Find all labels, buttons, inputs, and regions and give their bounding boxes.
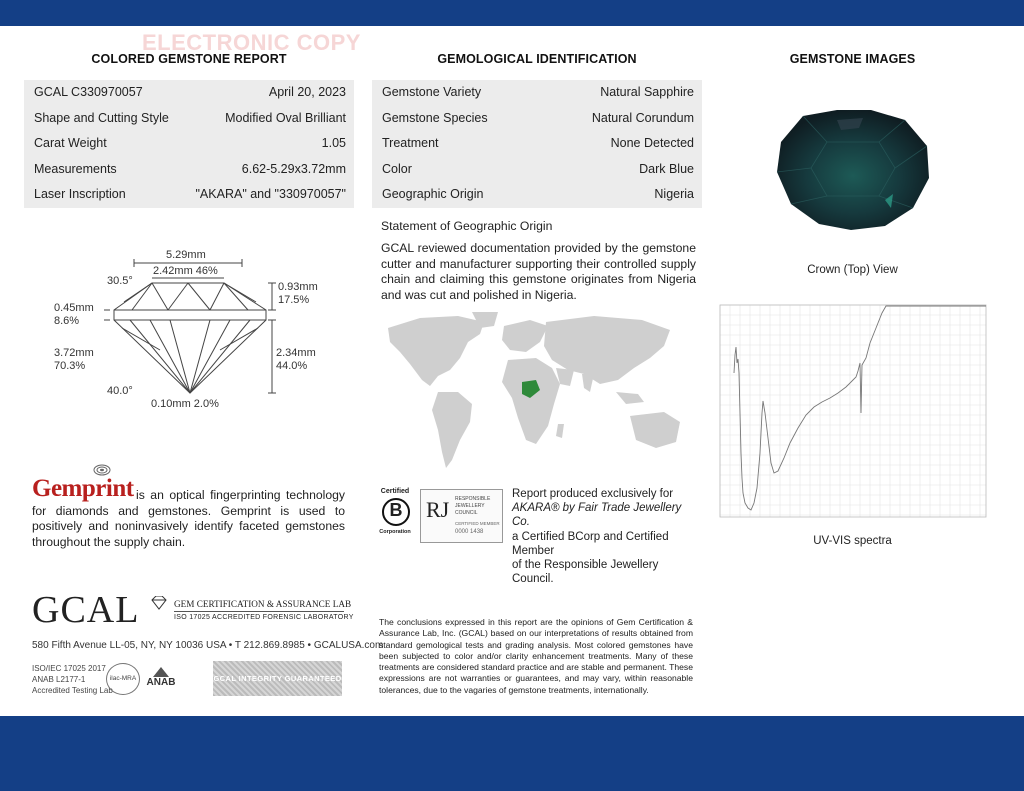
certified-line: of the Responsible Jewellery Council.: [512, 559, 659, 586]
row-value: Natural Corundum: [591, 110, 694, 125]
table-row: [372, 182, 702, 208]
crown-pct-label: 17.5%: [278, 294, 310, 306]
bcorp-letter: B: [389, 500, 403, 520]
table-row: [372, 80, 702, 106]
culet-label: 0.10mm 2.0%: [151, 398, 219, 410]
certified-line: a Certified BCorp and Certified Member: [512, 530, 669, 557]
gcal-iso: ISO 17025 ACCREDITED FORENSIC LABORATORY: [174, 614, 354, 621]
depth-label: 3.72mm: [54, 347, 94, 359]
row-label: Measurements: [34, 161, 117, 176]
integrity-text: GCAL INTEGRITY GUARANTEED: [213, 674, 342, 683]
rjc-line: JEWELLERY: [455, 503, 485, 509]
row-label: Treatment: [382, 136, 439, 150]
crown-angle-label: 30.5°: [107, 275, 133, 287]
bottom-band: [0, 716, 1024, 791]
row-value: Nigeria: [654, 187, 694, 201]
bcorp-bottom-text: Corporation: [379, 529, 411, 535]
gcal-logo: GCAL: [32, 589, 140, 631]
ilac-text: ilac-MRA: [109, 675, 137, 682]
row-value: April 20, 2023: [268, 85, 346, 99]
gcal-name: GEM CERTIFICATION & ASSURANCE LAB: [174, 599, 352, 609]
table-row: [372, 106, 702, 132]
row-value: Modified Oval Brilliant: [225, 110, 346, 125]
row-label: GCAL C330970057: [34, 85, 143, 99]
world-map: [380, 312, 700, 472]
width-label: 5.29mm: [166, 249, 206, 261]
row-label: Gemstone Species: [382, 110, 488, 125]
row-value: "AKARA" and "330970057": [195, 187, 346, 201]
row-value: Natural Sapphire: [600, 85, 694, 99]
row-label: Geographic Origin: [382, 187, 484, 201]
disclaimer: The conclusions expressed in this report are the opinions of Gem Certification & Assurance Lab, Inc. (GCAL) based on our interpretations of results obtained from standard gemological tests and grading analysis. Most colored gemstones have been subjected to color and/or clarity enhancement treatments. Many of these treatments are considered standard practice and are stable and permanent. These expressions are not warranties or guarantees, and may vary, within reasonable tolerances, due to the vagaries of gemstone treatments, internationally.: [379, 617, 693, 695]
pavilion-depth-label: 2.34mm: [276, 347, 316, 359]
certified-line: Report produced exclusively for: [512, 488, 674, 500]
proportion-diagram: [0, 0, 360, 420]
gemprint-text: [32, 488, 345, 550]
integrity-stamp: [213, 661, 342, 696]
watermark: ELECTRONIC COPY: [142, 30, 361, 55]
row-label: Shape and Cutting Style: [34, 110, 169, 125]
identification-table: [372, 80, 702, 208]
gcal-address: 580 Fifth Avenue LL-05, NY, NY 10036 USA • T 212.869.8985 • GCALUSA.com: [32, 640, 384, 651]
rjc-member: CERTIFIED MEMBER: [455, 521, 500, 526]
spectra-caption: UV-VIS spectra: [813, 535, 892, 547]
gemprint-logo: Gemprint: [32, 475, 134, 502]
rjc-number: 0000 1438: [455, 529, 484, 535]
certified-line: AKARA® by Fair Trade Jewellery Co.: [512, 502, 682, 529]
row-value: 1.05: [321, 136, 346, 150]
row-value: Dark Blue: [639, 161, 694, 176]
row-label: Carat Weight: [34, 136, 107, 150]
row-label: Gemstone Variety: [382, 85, 482, 99]
uv-vis-spectrum: [718, 303, 988, 523]
table-label: 2.42mm 46%: [153, 265, 218, 277]
rjc-line: COUNCIL: [455, 510, 478, 516]
crown-caption: Crown (Top) View: [807, 264, 898, 276]
row-value: 6.62-5.29x3.72mm: [241, 161, 346, 176]
certified-text: [512, 487, 702, 586]
row-value: None Detected: [610, 136, 694, 150]
report-title: COLORED GEMSTONE REPORT: [91, 52, 287, 66]
table-row: [372, 157, 702, 183]
girdle-label: 0.45mm: [54, 302, 94, 314]
accreditation-line: Accredited Testing Lab: [32, 686, 113, 695]
gcal-divider: [174, 611, 344, 612]
rjc-logo: [420, 489, 503, 543]
rjc-mark: RJ: [426, 497, 450, 522]
rjc-line: RESPONSIBLE: [455, 496, 491, 502]
pavilion-angle-label: 40.0°: [107, 385, 133, 397]
ilac-logo: [106, 663, 140, 695]
gemprint-description: is an optical fingerprinting technology for diamonds and gemstones. Gemprint is used to positively and noninvasively identify faceted gemstones throughout the supply chain.: [32, 488, 345, 549]
pavilion-pct-label: 44.0%: [276, 360, 308, 372]
accreditation-line: ISO/IEC 17025 2017: [32, 664, 106, 673]
table-row: [372, 131, 702, 157]
crown-height-label: 0.93mm: [278, 281, 318, 293]
anab-text: ANAB: [146, 677, 176, 688]
bcorp-top-text: Certified: [380, 488, 410, 495]
anab-logo: [141, 666, 181, 692]
row-label: Laser Inscription: [34, 187, 126, 201]
gemstone-photo: [767, 106, 939, 234]
images-title: GEMSTONE IMAGES: [789, 52, 916, 66]
origin-text: GCAL reviewed documentation provided by the gemstone cutter and manufacturer supporting their controlled supply chain and claiming this gemstone originates from Nigeria and was cut and polished in Nigeria.: [381, 241, 696, 302]
accreditation-line: ANAB L2177-1: [32, 675, 86, 684]
row-label: Color: [382, 161, 412, 176]
bcorp-logo: [377, 488, 413, 540]
origin-heading: Statement of Geographic Origin: [381, 219, 553, 233]
identification-title: GEMOLOGICAL IDENTIFICATION: [437, 52, 637, 66]
girdle-pct-label: 8.6%: [54, 315, 80, 327]
diamond-icon: [150, 596, 168, 610]
depth-pct-label: 70.3%: [54, 360, 86, 372]
